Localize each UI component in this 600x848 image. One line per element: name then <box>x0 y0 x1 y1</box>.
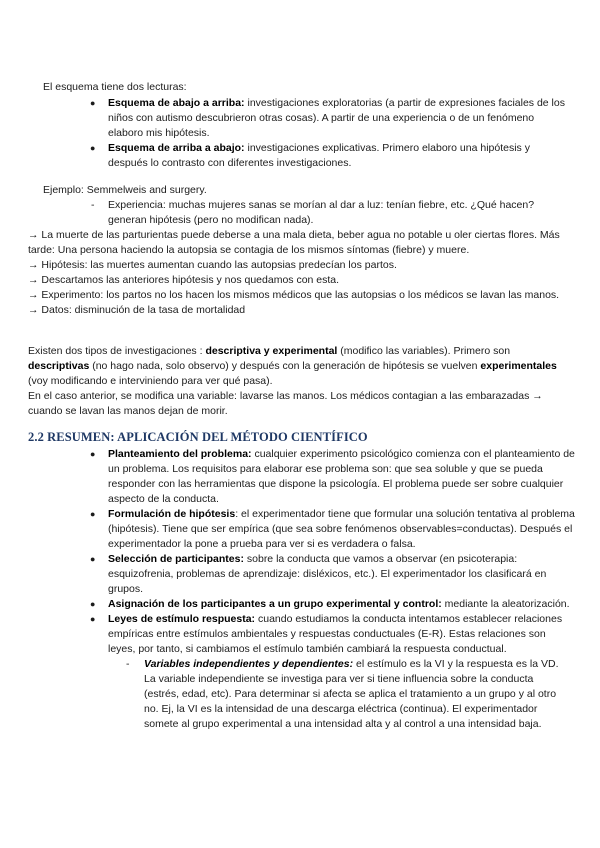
flow-line: → Descartamos las anteriores hipótesis y nos quedamos con esta. <box>28 274 340 286</box>
list-item-text: cuando estudiamos la conducta intentamos establecer relaciones empíricas entre estímulos ambientales y respuestas conductuales (E-R). Estas relaciones son leyes, por tanto, si cambiamos el estímulo también cambiará la respuesta conductual. <box>108 613 563 655</box>
list-item-text: mediante la aleatorización. <box>441 598 570 610</box>
list-item <box>0 552 600 597</box>
example-lead: Ejemplo: Semmelweis and surgery. <box>43 184 207 196</box>
example-section <box>0 183 600 318</box>
bullet-icon: ● <box>90 554 96 564</box>
types-bold: descriptivas <box>28 360 90 372</box>
intro-lead: El esquema tiene dos lecturas: <box>43 81 187 93</box>
types-bold: descriptiva y experimental <box>205 345 338 357</box>
types-bold: experimentales <box>480 360 557 372</box>
list-item-term: Esquema de arriba a abajo: <box>108 142 245 154</box>
dash-icon: - <box>126 658 130 670</box>
list-item-text: investigaciones explicativas. Primero elaboro una hipótesis y después lo contrasto con diferentes investigaciones. <box>108 142 530 169</box>
list-item-text: sobre la conducta que vamos a observar (en psicoterapia: esquizofrenia, problemas de aprendizaje: disléxicos, etc.). El experimentador los clasificará en grupos. <box>108 553 547 595</box>
bullet-icon: ● <box>90 599 96 609</box>
example-dash-item <box>0 198 600 228</box>
list-item <box>0 96 600 141</box>
flow-line: → La muerte de las parturientas puede deberse a una mala dieta, beber agua no potable u oler ciertas flores. Más tarde: Una persona haciendo la autopsia se contagia de los mismos síntomas (fiebre) y muere. <box>28 229 560 256</box>
bullet-icon: ● <box>90 449 96 459</box>
list-item-term: Asignación de los participantes a un grupo experimental y control: <box>108 598 442 610</box>
bullet-icon: ● <box>90 509 96 519</box>
intro-section <box>0 80 600 171</box>
types-paragraph-2: En el caso anterior, se modifica una variable: lavarse las manos. Los médicos contagian a las embarazadas → cuando se lavan las manos dejan de morir. <box>28 390 543 417</box>
list-item-text: : el experimentador tiene que formular una solución tentativa al problema (hipótesis). Tiene que ser empírica (que sea sobre fenómenos observables=conductas). Después el experimentador la pone a prueba para ver si es verdadera o falsa. <box>108 508 575 550</box>
list-item <box>0 612 600 657</box>
list-item-term: Selección de participantes: <box>108 553 244 565</box>
list-item-text: cualquier experimento psicológico comienza con el planteamiento de un problema. Los requisitos para elaborar ese problema son: que sea soluble y que se pueda responder con las herramientas que dispone la psicología. El problema puede ser sobre cualquier aspecto de la conducta. <box>108 448 575 505</box>
types-paragraph <box>0 344 600 389</box>
sub-item-variables <box>0 657 600 732</box>
list-item-term: Formulación de hipótesis <box>108 508 236 520</box>
flow-line: → Experimento: los partos no los hacen los mismos médicos que las autopsias o los médicos se lavan las manos. <box>28 289 560 301</box>
types-text: (modifico las variables). Primero son <box>337 345 511 357</box>
flow-line: → Datos: disminución de la tasa de mortalidad <box>28 304 246 316</box>
list-item-text: investigaciones exploratorias (a partir de expresiones faciales de los niños con autismo descubrieron otras cosas). A partir de una experiencia o de un fenómeno elaboro mis hipótesis. <box>108 97 565 139</box>
bullet-icon: ● <box>90 143 96 153</box>
flow-line: → Hipótesis: las muertes aumentan cuando las autopsias predecían los partos. <box>28 259 397 271</box>
list-item <box>0 507 600 552</box>
bullet-icon: ● <box>90 614 96 624</box>
example-dash-text: Experiencia: muchas mujeres sanas se morían al dar a luz: tenían fiebre, etc. ¿Qué hacen? generan hipótesis (pero no modifican nada). <box>108 199 535 226</box>
list-item-term: Esquema de abajo a arriba: <box>108 97 245 109</box>
list-item-term: Leyes de estímulo respuesta: <box>108 613 256 625</box>
bullet-icon: ● <box>90 98 96 108</box>
types-text: Existen dos tipos de investigaciones : <box>28 345 206 357</box>
types-text: (no hago nada, solo observo) y después con la generación de hipótesis se vuelven <box>89 360 481 372</box>
types-text: (voy modificando e interviniendo para ver qué pasa). <box>28 375 273 387</box>
summary-section <box>0 447 600 732</box>
list-item <box>0 141 600 171</box>
list-item <box>0 597 600 612</box>
dash-icon: - <box>91 199 95 211</box>
list-item-term: Planteamiento del problema: <box>108 448 252 460</box>
types-section <box>0 344 600 419</box>
sub-item-text: el estímulo es la VI y la respuesta es la VD. La variable independiente se investiga para ver si tiene influencia sobre la conducta (estrés, edad, etc). Para determinar si afecta se aplica el tratamiento a un grupo y al otro no. Ej, la VI es la intensidad de una descarga eléctrica (continua). El experimentador somete al grupo experimental a una intensidad alta y al control a una intensidad baja. <box>144 658 559 730</box>
sub-item-term: Variables independientes y dependientes: <box>144 658 354 670</box>
section-heading: 2.2 RESUMEN: APLICACIÓN DEL MÉTODO CIENTÍFICO <box>28 430 368 444</box>
list-item <box>0 447 600 507</box>
